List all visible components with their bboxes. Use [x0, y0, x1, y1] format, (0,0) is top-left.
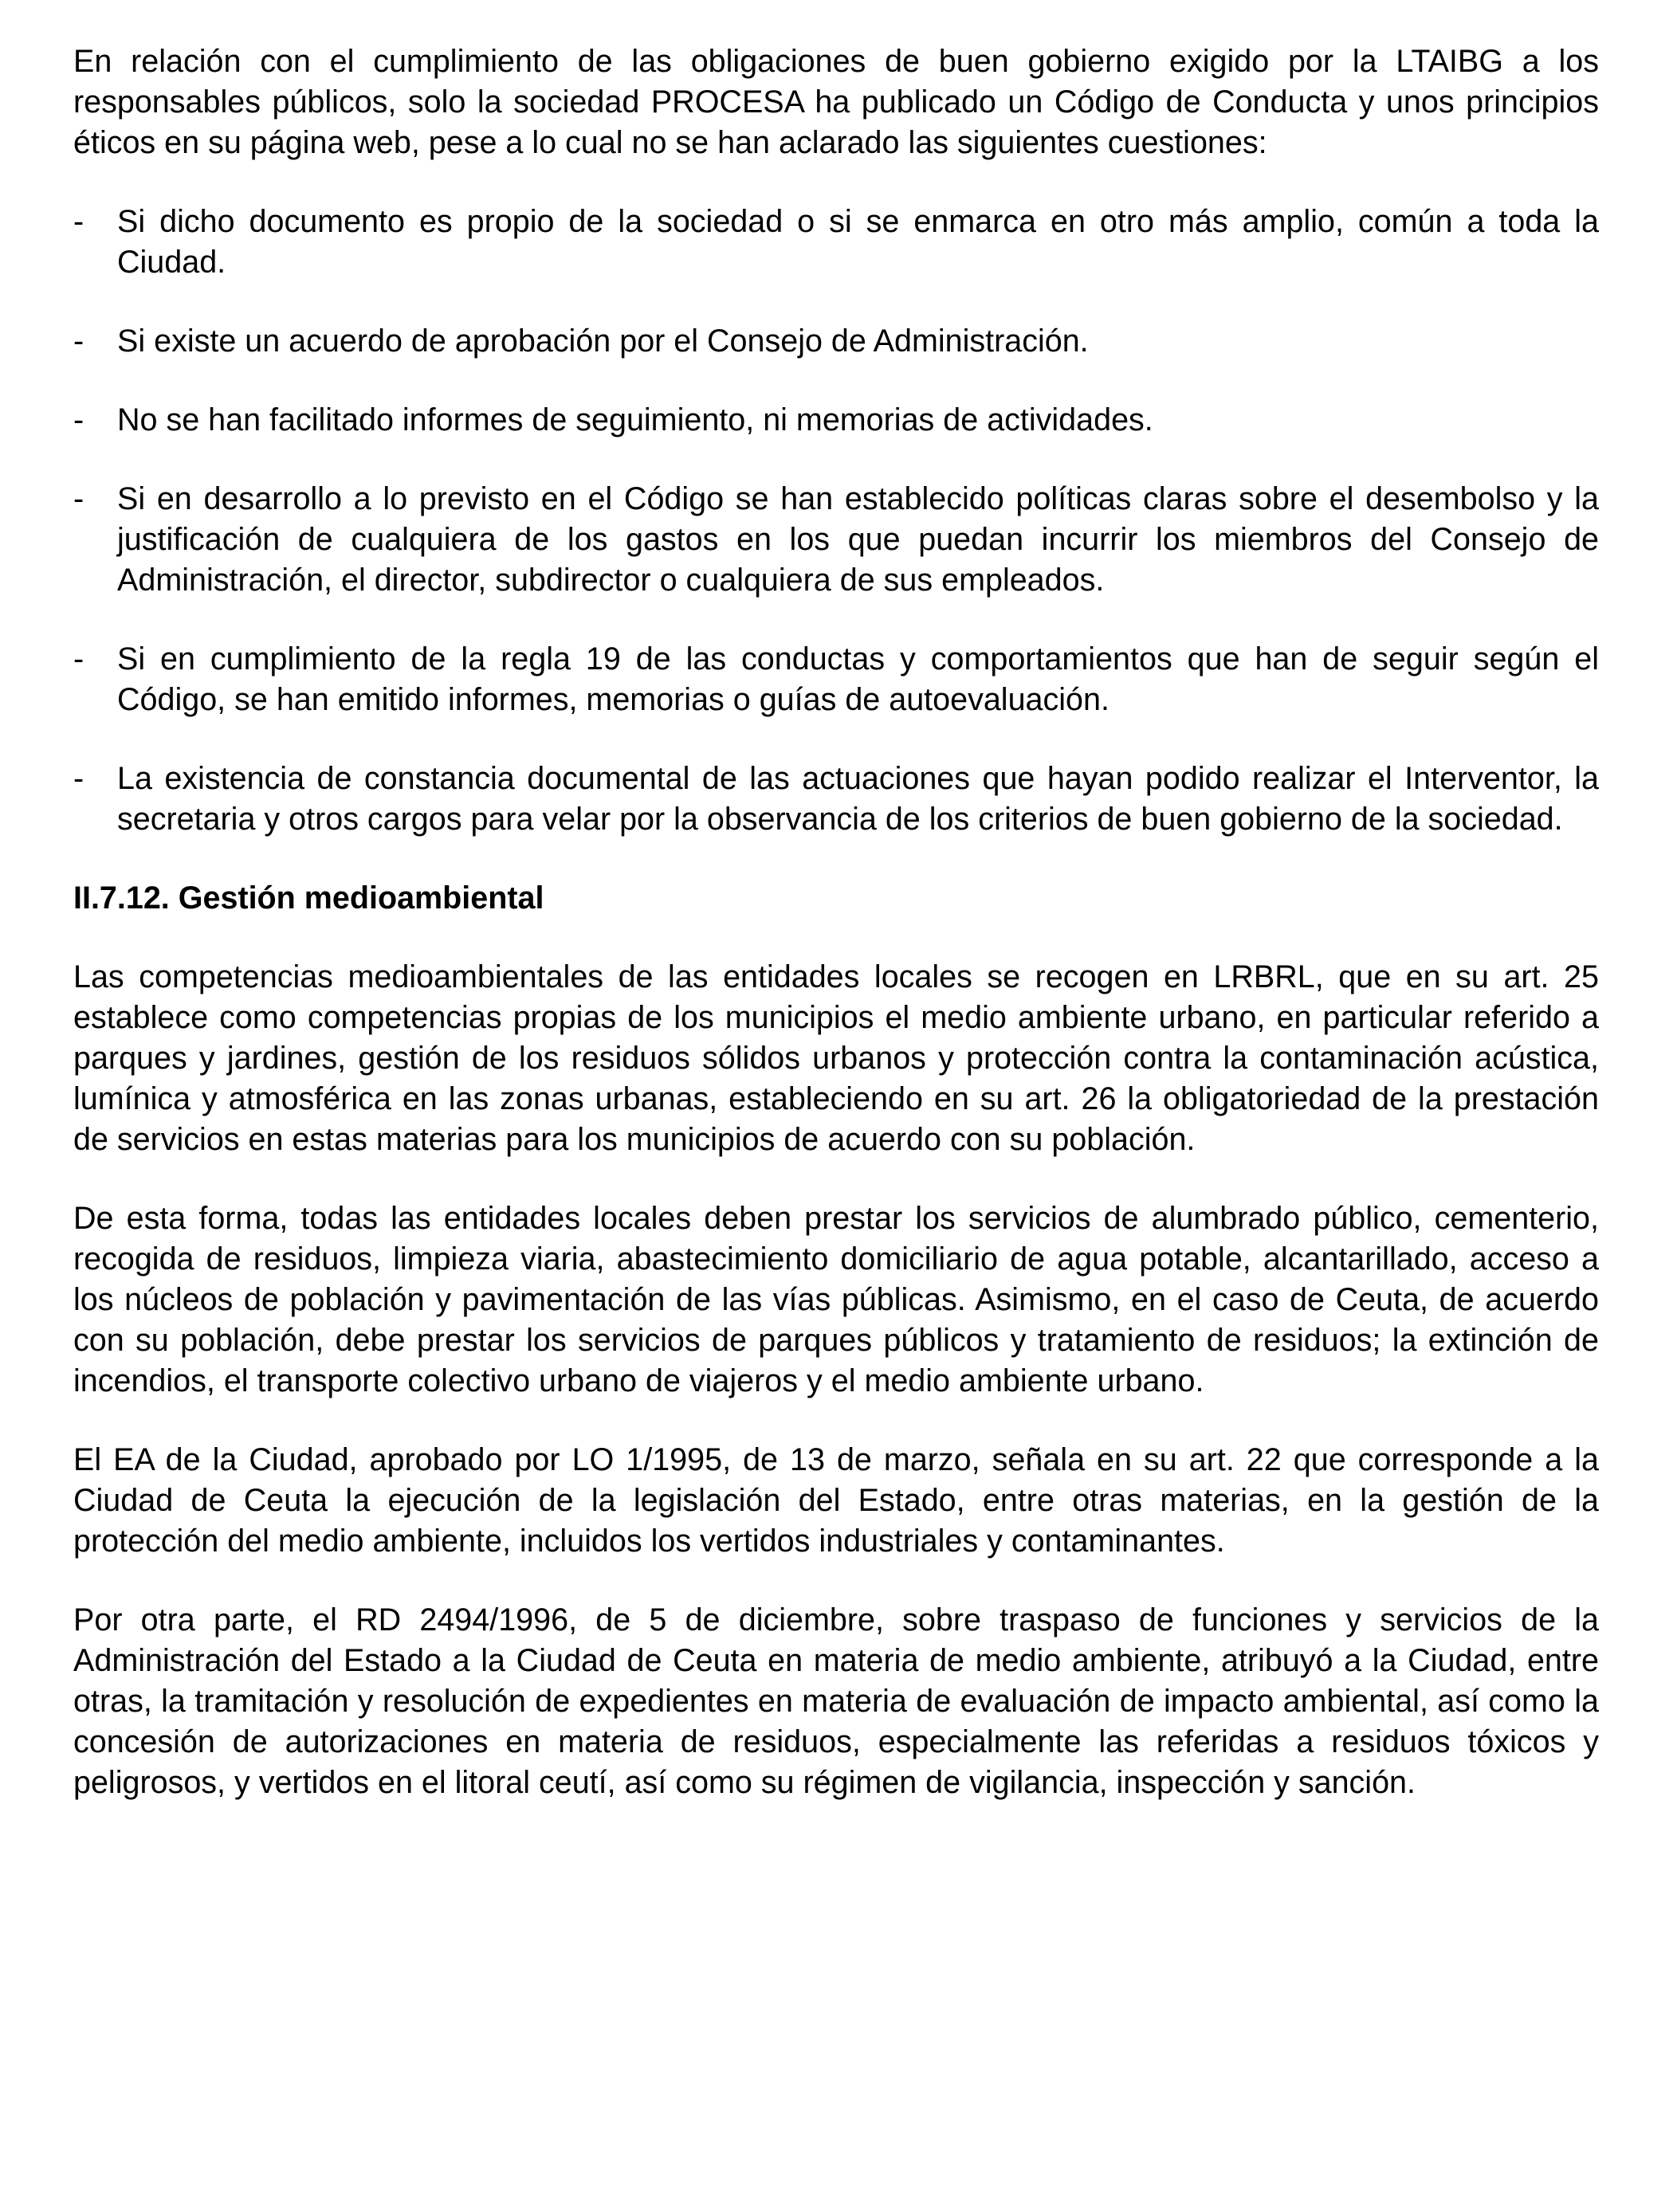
list-item-text: Si en cumplimiento de la regla 19 de las conductas y comportamientos que han de seguir según el Código, se han emitido informes, memorias o guías de autoevaluación. — [117, 641, 1599, 717]
list-item-text: Si en desarrollo a lo previsto en el Código se han establecido políticas claras sobre el desembolso y la justificación de cualquiera de los gastos en los que puedan incurrir los miembros del Consejo de Administración, el director, subdirector o cualquiera de sus empleados. — [117, 481, 1599, 598]
list-item-text: La existencia de constancia documental de las actuaciones que hayan podido realizar el Interventor, la secretaria y otros cargos para velar por la observancia de los criterios de buen gobierno de la sociedad. — [117, 761, 1599, 837]
list-item — [73, 639, 1599, 720]
bullet-marker: - — [73, 402, 84, 437]
list-item — [73, 202, 1599, 283]
body-paragraph: Las competencias medioambientales de las entidades locales se recogen en LRBRL, que en su art. 25 establece como competencias propias de los municipios el medio ambiente urbano, en particular referido a parques y jardines, gestión de los residuos sólidos urbanos y protección contra la contaminación acústica, lumínica y atmosférica en las zonas urbanas, estableciendo en su art. 26 la obligatoriedad de la prestación de servicios en estas materias para los municipios de acuerdo con su población. — [73, 959, 1599, 1157]
list-item — [73, 479, 1599, 601]
list-item-text: No se han facilitado informes de seguimiento, ni memorias de actividades. — [117, 402, 1153, 437]
list-item — [73, 321, 1599, 362]
list-item-text: Si existe un acuerdo de aprobación por el Consejo de Administración. — [117, 324, 1089, 359]
bullet-marker: - — [73, 481, 84, 516]
bullet-marker: - — [73, 324, 84, 359]
bullet-marker: - — [73, 761, 84, 796]
list-item — [73, 400, 1599, 441]
section-heading: II.7.12. Gestión medioambiental — [73, 880, 544, 916]
bullet-marker: - — [73, 204, 84, 239]
document-page — [73, 41, 1599, 1841]
body-paragraph: De esta forma, todas las entidades locales deben prestar los servicios de alumbrado público, cementerio, recogida de residuos, limpieza viaria, abastecimiento domiciliario de agua potable, alcantarillado, acceso a los núcleos de población y pavimentación de las vías públicas. Asimismo, en el caso de Ceuta, de acuerdo con su población, debe prestar los servicios de parques públicos y tratamiento de residuos; la extinción de incendios, el transporte colectivo urbano de viajeros y el medio ambiente urbano. — [73, 1201, 1599, 1398]
body-paragraph: Por otra parte, el RD 2494/1996, de 5 de diciembre, sobre traspaso de funciones y servicios de la Administración del Estado a la Ciudad de Ceuta en materia de medio ambiente, atribuyó a la Ciudad, entre otras, la tramitación y resolución de expedientes en materia de evaluación de impacto ambiental, así como la concesión de autorizaciones en materia de residuos, especialmente las referidas a residuos tóxicos y peligrosos, y vertidos en el litoral ceutí, así como su régimen de vigilancia, inspección y sanción. — [73, 1602, 1599, 1800]
bullet-marker: - — [73, 641, 84, 677]
list-item — [73, 759, 1599, 840]
questions-list — [73, 202, 1599, 840]
body-paragraph: El EA de la Ciudad, aprobado por LO 1/1995, de 13 de marzo, señala en su art. 22 que corresponde a la Ciudad de Ceuta la ejecución de la legislación del Estado, entre otras materias, en la gestión de la protección del medio ambiente, incluidos los vertidos industriales y contaminantes. — [73, 1442, 1599, 1559]
list-item-text: Si dicho documento es propio de la sociedad o si se enmarca en otro más amplio, común a toda la Ciudad. — [117, 204, 1599, 280]
intro-paragraph: En relación con el cumplimiento de las obligaciones de buen gobierno exigido por la LTAIBG a los responsables públicos, solo la sociedad PROCESA ha publicado un Código de Conducta y unos principios éticos en su página web, pese a lo cual no se han aclarado las siguientes cuestiones: — [73, 44, 1599, 160]
